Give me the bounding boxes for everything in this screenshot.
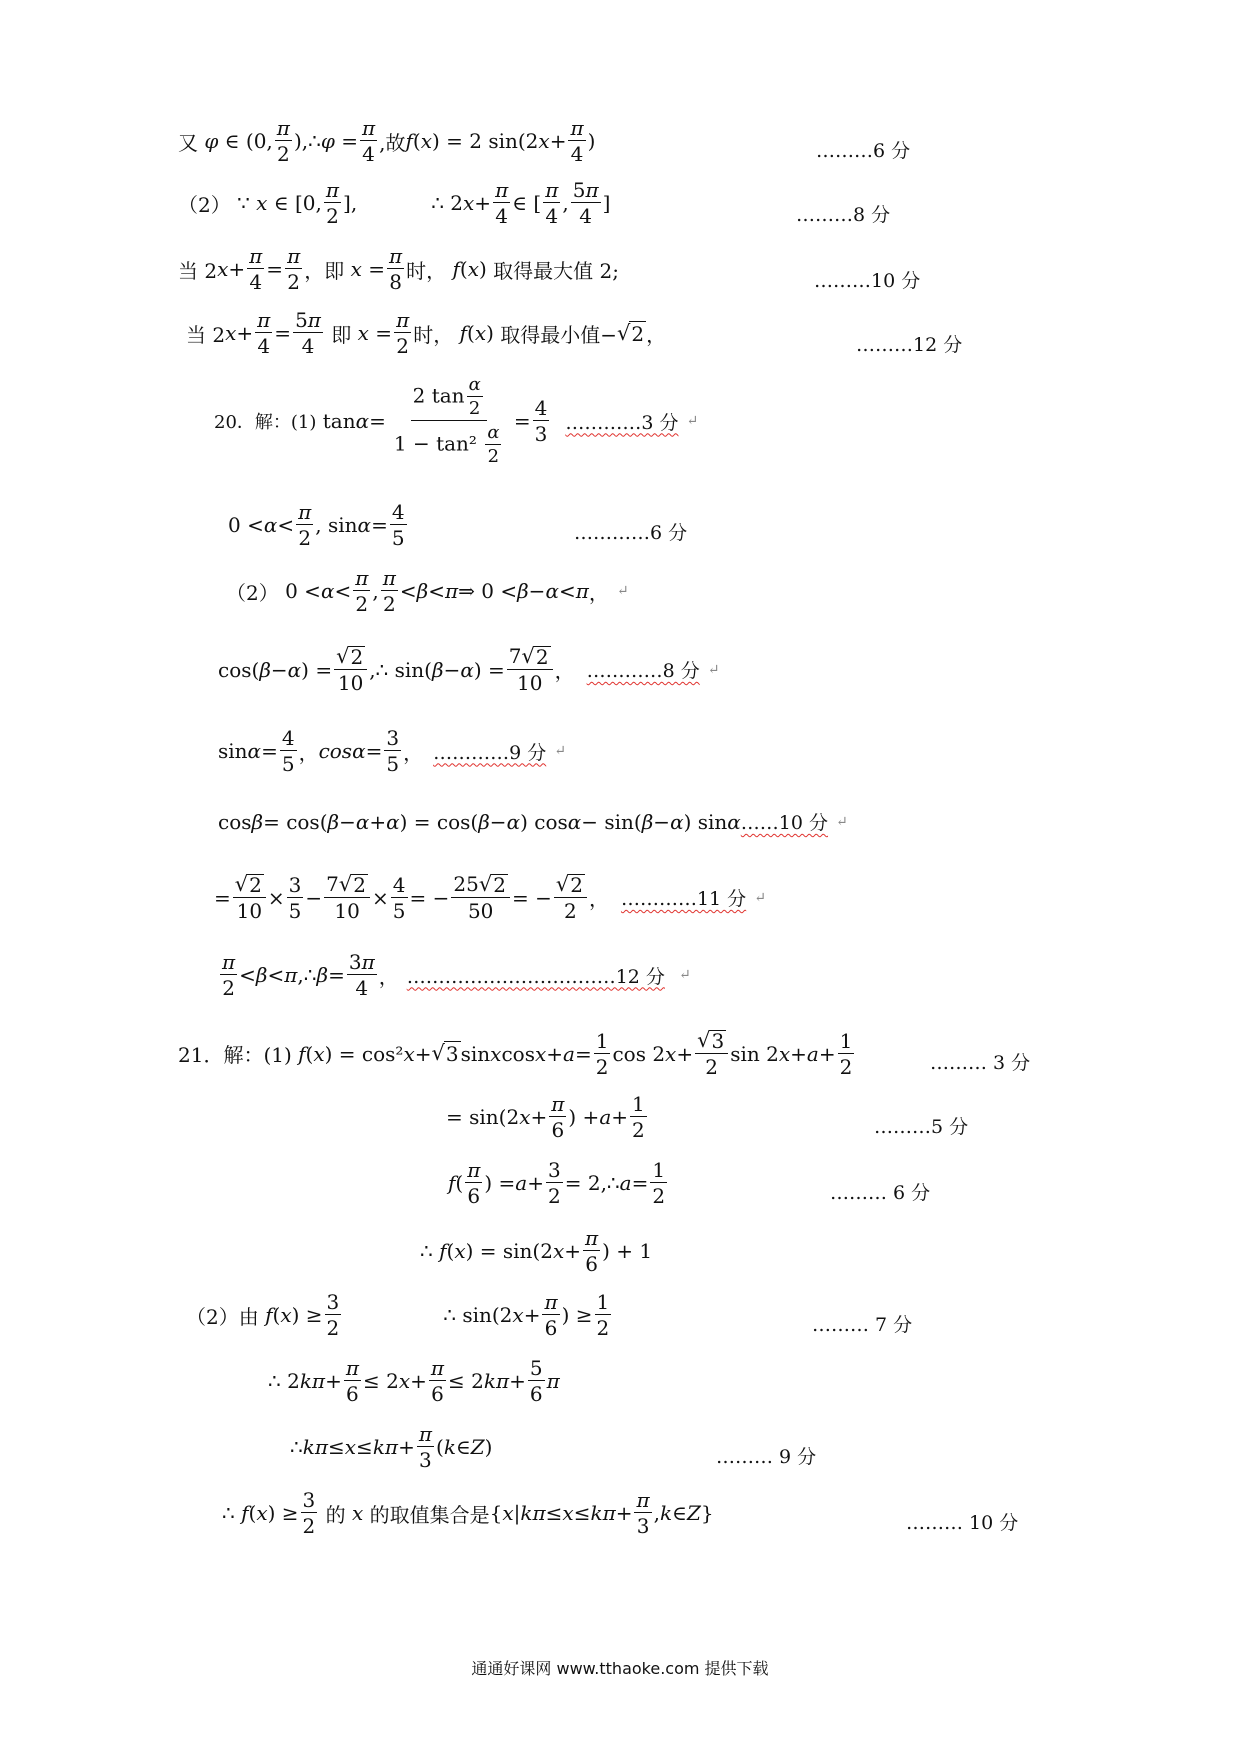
part-label: （2）由 [186, 1304, 259, 1329]
solution-line-12: $\frac{\pi}{2}$ < β < π ,∴ β = $\frac{3\pi}{4}$ ， ……………………………12 分 ↵ [222, 950, 691, 1000]
solution-line-11: = √ 2 10 × $\frac{3}{5}$ − 7 √ 2 10 × $\frac{4}{5}$ = − 25 √ 2 50 = − √ 2 2 ， …………11 分 ↵ [214, 872, 766, 923]
score-mark: …………3 分 [565, 411, 679, 434]
problem-label: 21．解：(1) [178, 1043, 292, 1067]
solution-line-14: = sin(2 x + $\frac{\pi}{6}$ ) + a + $\frac{1}{2}$ [446, 1092, 645, 1142]
text-fragment: 取得最小值− [500, 322, 618, 347]
part-label: （2） [178, 192, 231, 217]
solution-line-4: 当 2 x + $\frac{\pi}{4}$ = $\frac{5\pi}{4}$ 即 x = $\frac{\pi}{2}$ 时， f ( x ) 取得最小值− √ 2 ， [186, 308, 667, 358]
score-mark: …………8 分 [586, 660, 700, 682]
score-mark: ……… 6 分 [830, 1182, 931, 1204]
solution-line-15: f ( $\frac{\pi}{6}$ ) = a + $\frac{3}{2}$ = 2,∴ a = $\frac{1}{2}$ [448, 1158, 666, 1208]
score-mark: ……… 10 分 [906, 1512, 1019, 1534]
text-fragment: 时， [406, 258, 447, 283]
text-fragment: ， [646, 322, 667, 347]
solution-line-10: cos β = cos( β − α + α ) = cos( β − α ) cos α − sin( β − α ) sin α ……10 分 ↵ [218, 809, 848, 834]
score-mark: ……… 9 分 [716, 1446, 817, 1468]
text-fragment: ，即 [304, 258, 345, 283]
score-mark: ………5 分 [874, 1116, 969, 1138]
solution-line-16: ∴ f ( x ) = sin(2 x + $\frac{\pi}{6}$ ) + 1 [420, 1226, 653, 1276]
solution-line-2: （2） ∵ x ∈ [0, $\frac{\pi}{2}$ ], ∴ 2 x + $\frac{\pi}{4}$ ∈ [ $\frac{\pi}{4}$ , $\frac{5\pi}{4}$ ] [178, 178, 611, 228]
page-footer: 通通好课网 www.tthaoke.com 提供下载 [471, 1659, 769, 1678]
score-mark: …………9 分 [433, 741, 547, 764]
problem-label: 20．解：(1) [214, 412, 317, 433]
solution-line-9: sin α = $\frac{4}{5}$ ， cosα = $\frac{3}{5}$ ， …………9 分 ↵ [218, 726, 566, 776]
solution-line-18: ∴ 2 kπ + $\frac{\pi}{6}$ ≤ 2 x + $\frac{\pi}{6}$ ≤ 2 kπ + $\frac{5}{6}$ π [268, 1356, 560, 1406]
text-fragment: 的 [325, 1502, 346, 1527]
solution-line-1: 又 φ ∈ (0, $\frac{\pi}{2}$ ),∴ φ = $\frac{\pi}{4}$ ,故 f ( x ) = 2 sin(2 x + $\frac{\pi}{4}$ ) [178, 116, 596, 166]
score-mark: ……………………………12 分 [406, 965, 665, 988]
solution-line-7: （2） 0 < α < $\frac{\pi}{2}$ , $\frac{\pi}{2}$ < β < π ⇒ 0 < β − α < π ， ↵ [226, 566, 629, 616]
text-fragment: 时， [413, 322, 454, 347]
solution-line-13: 21．解：(1) f ( x ) = cos² x + √ 3 sin x cos x + a = $\frac{1}{2}$ cos 2 x + √ 3 2 sin 2 x + a + $\frac{1}{2}$ [178, 1028, 853, 1079]
part-label: （2） [226, 580, 279, 605]
text-fragment: 即 [331, 322, 352, 347]
score-mark: ………6 分 [816, 140, 911, 162]
score-mark: …………11 分 [620, 888, 747, 910]
score-mark: ……10 分 [740, 812, 829, 834]
score-mark: ………10 分 [814, 270, 921, 292]
score-mark: ………12 分 [856, 334, 963, 356]
score-mark: …………6 分 [574, 522, 688, 544]
solution-line-20: ∴ f ( x ) ≥ $\frac{3}{2}$ 的 x 的取值集合是 { x | kπ ≤ x ≤ kπ + $\frac{\pi}{3}$ , k ∈ Z } [222, 1488, 714, 1538]
score-mark: ………8 分 [796, 204, 891, 226]
solution-line-3: 当 2 x + $\frac{\pi}{4}$ = $\frac{\pi}{2}$ ，即 x = $\frac{\pi}{8}$ 时， f ( x ) 取得最大值 2; [178, 244, 619, 294]
text-fragment: 的取值集合是 [369, 1502, 490, 1527]
solution-line-8: cos( β − α ) = √ 2 10 ,∴ sin( β − α ) = 7 √ 2 10 ， …………8 分 ↵ [218, 644, 720, 695]
text-fragment: 取得最大值 2; [493, 258, 619, 283]
score-mark: ……… 7 分 [812, 1314, 913, 1336]
solution-line-5: 20．解：(1) tan α = 2 tan $\frac{\alpha}{2}$ 1 − tan² $\frac{\alpha}{2}$ = $\frac{4}{3}$ …………3 分 ↵ [214, 374, 699, 467]
score-mark: ……… 3 分 [930, 1052, 1031, 1074]
solution-line-17: （2）由 f ( x ) ≥ $\frac{3}{2}$ ∴ sin(2 x + $\frac{\pi}{6}$ ) ≥ $\frac{1}{2}$ [186, 1290, 610, 1340]
solution-line-19: ∴ kπ ≤ x ≤ kπ + $\frac{\pi}{3}$ ( k ∈ Z ) [290, 1422, 493, 1472]
solution-line-6: 0 < α < $\frac{\pi}{2}$ , sin α = $\frac{4}{5}$ [228, 500, 405, 550]
